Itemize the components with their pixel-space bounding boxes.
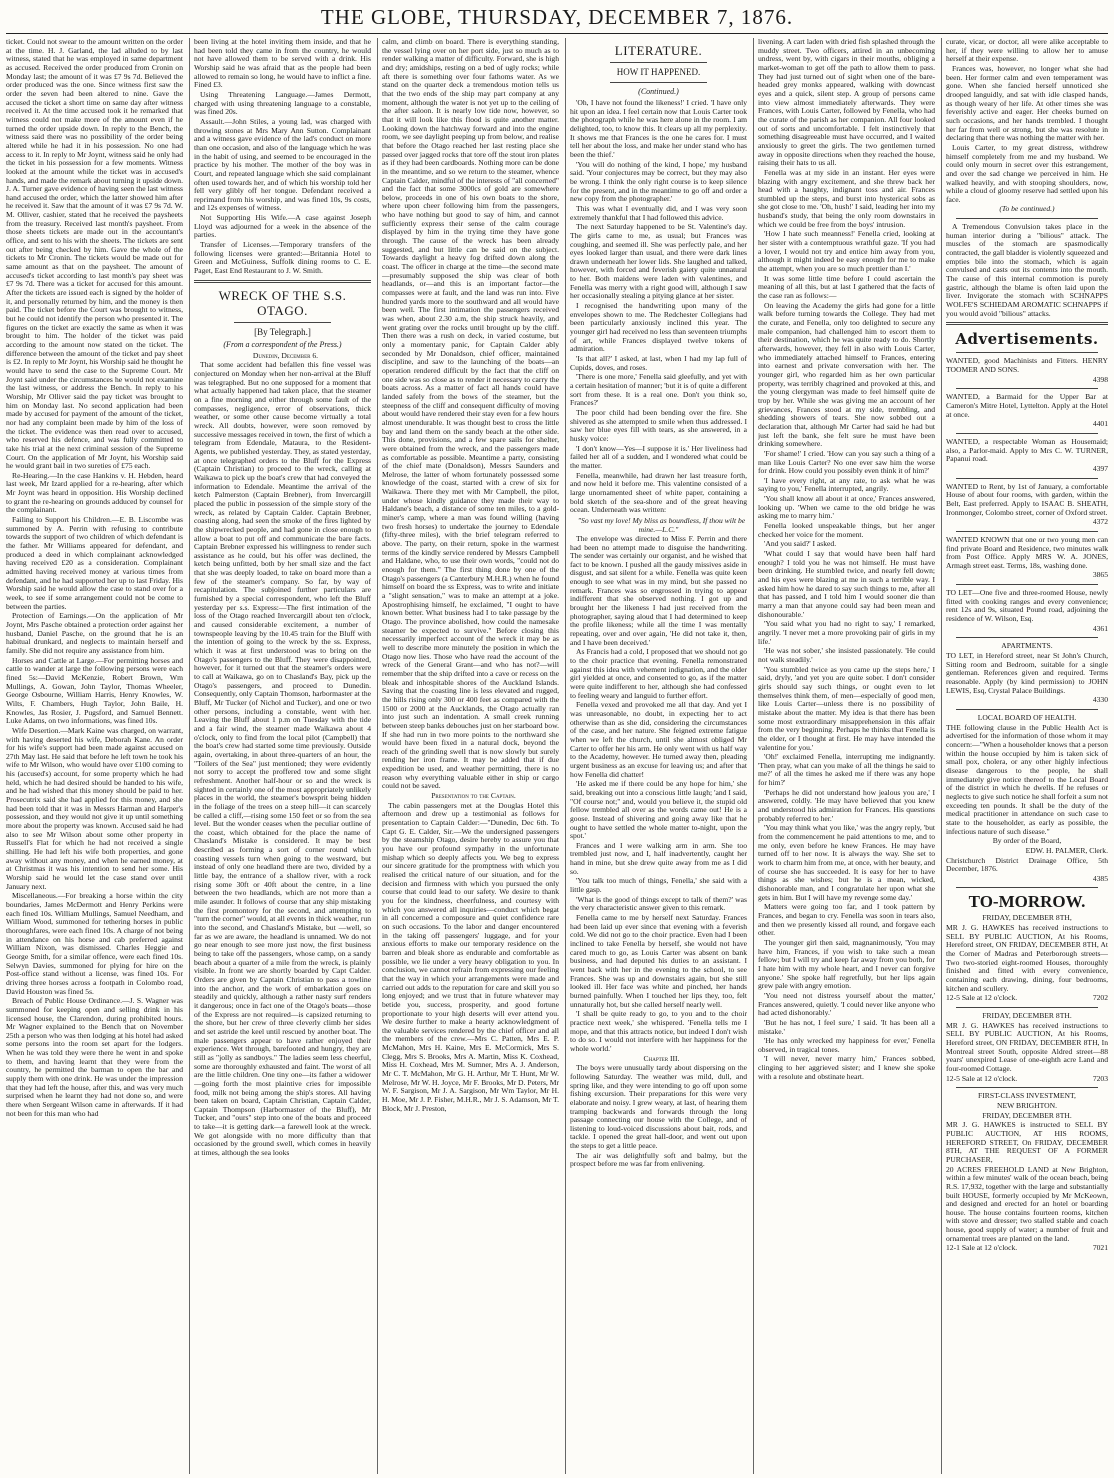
story-paragraph: 'You stumbled twice as you came up the steps here,' I said, dryly, 'and yet you are quite sober. I don't consider girls should say such things, or ought even to let themselves think them, of men—especially of good men, like Louis Carter—unless there is no possibility of mistake about the matter. My idea is that there has been some most extraordinary misapprehension in this affair from the very beginning. Perhaps he thinks that Fenella is the elder, or I thought at first. He may have intended the valentine for you.' (758, 664, 935, 752)
story-paragraph: As Francis had a cold, I proposed that we should not go to the choir practice that evening. Fenella remonstrated against this idea with vehement indignation, and the older girl yielded at once, and consented to go, as if the matter were quite indifferent to her, although she had confessed to feeling weary and languid to further effort. (570, 647, 747, 700)
classified-ad (946, 589, 1108, 633)
ad-text: WANTED, good Machinists and Fitters. HENRY TOOMER AND SONS. (946, 356, 1108, 374)
story-paragraph: 'You may think what you like,' was the angry reply, 'but from the commencement he paid attentions to me, and to me only, even before he knew Frances. He may have turned off to her now. It is always the way. She set to work to charm him from me, at once, with her beauty, and of course she has succeeded. It is easy for her to have things as she wishes; but he is a mean, wicked, dishonorable man, and I congratulate her upon what she gets in him. But I will have my revenge some day.' (758, 823, 935, 902)
article-paragraph: Assault.—John Stiles, a young lad, was charged with throwing stones at Mrs Mary Ann Sutton. Complainant and a witness gave evidence of the lad's conduct on more than one occasion, and also of the language which he was in the habit of using, and seemed to be encouraged in the practice by his mother. The mother of the boy was in Court, and repeated language which she said complainant often used towards her, and of which his worship told her fell very glibly off her tongue. Defendant received a reprimand from his worship, and was fined 10s, 9s costs, and 12s expenses of witness. (194, 116, 371, 213)
classified-ad (946, 483, 1108, 527)
ad-number: 7203 (1092, 1073, 1108, 1083)
article-paragraph: calm, and climb on board. There is everything standing, the vessel lying over on her port side, just so much as to render walking a matter of difficulty. Forward, she is high and dry; amidships, resting on a bed of ugly rocks; while aft there is something over four fathoms water. As we stand on the quarter deck a tremendous motion tells us that the two ends of the ship may part company at any moment, although the water is not yet up to the ceiling of the after saloon. It is nearly low tide now, however, so that it will look like this flood is quite another matter. Looking down the hatchway forward and into the engine room, we see daylight peeping up from below, and realise that before the Otago reached her last resting place she passed over jagged rocks that tore off the stout iron plates as if they had been cardboards. Nothing more can be done in the meantime, and so we return to the steamer, whence Captain Calder, mindful of the interests of "all concerned" and the fact that some 3000cs of gold are somewhere below, proceeds in one of his own boats to the shore, where upon cheer following him from the passengers, who have nothing but good to say of him, and cannot sufficiently express their sense of the calm courage displayed by him in the trying time they have gone through. The cause of the wreck has been already suggested, and but little can be said on the subject. Towards daylight a heavy fog drifted down along the coast. The officer in charge at the time—the second mate—presumably supposed the ship was clear of both headlands, or—and this is an important factor—the compasses were at fault, and the land was run into. Five hundred yards more to the southward and all would have been well. The first intimation the passengers received was when, about 2.30 a.m, the ship struck heavily, and went grating over the rocks until brought up by the cliff. Then there was a rush on deck, in varied costume, but only a momentary panic, for Captain Calder ably seconded by Mr Donaldson, chief officer, maintained discipline, and saw to the launching of the boats—an operation rendered difficult by the fact that the cliff on one side was so close as to render it necessary to carry the boats across. As a matter of fact all hands could have landed safely from the bows of the steamer, but the steepness of the cliff and consequent difficulty of moving about would have rendered their stay even for a few hours almost unendurable. It was thought best to cross the little bay and land them on the sandy beach at the other side. This done, provisions, and a few spare sails for shelter, were obtained from the wreck, and the passengers made as comfortable as possible. Meantime a party, consisting of the chief mate (Donaldson), Messrs Saunders and Melrose, the latter of whom fortunately possessed some knowledge of the coast, started with a crew of six for Waikawa. There they met with Mr Campbell, the pilot, under whose kindly guidance they made their way to Haldane's beach, a distance of some ten miles, to a gold-miner's camp, where a man was found willing (having two fresh horses) to undertake the journey to Edendale (fifty-three miles), with the brief telegram referred to above. The party, on their return, spoke in the warmest terms of the kindly service rendered by Messrs Campbell and Haldane, who, to use their own words, "could not do enough for them." The first thing done by one of the Otago's passengers (a Canterbury M.H.R.) when he found himself on board the ss Express, was to write and initiate a "slight sensation," was to make an attempt at a joke. Apostrophising himself, he exclaimed, "I ought to have known better. What business had I to take passage by the Otago. The province abolished, how could the namesake steamer be expected to survive." Before closing this necessarily imperfect account of the wreck it may be as well to describe more minutely the position in which the Otago now lies. Those who have read the account of the wreck of the General Grant—and who has not?—will remember that the ship drifted into a cave or recess on the bleak and inhospitable shores of the Auckland Islands. Saving that the coasting line is less elevated and rugged, the hills rising only 300 or 400 feet as compared with the 1500 or 2000 at the Aucklands, the Otago actually ran into just such an indentation. A small creek running between steep banks debouches just on her starboard bow. If she had run in two more points to the northward she would have been fixed in a natural dock, beyond the reach of the grinding swell that is now slowly but surely rending her iron frame. It may be added that if due expedition be used, and weather permitting, there is no reason why everything valuable either in ship or cargo could not be saved. (382, 38, 559, 791)
masthead: THE GLOBE, THURSDAY, DECEMBER 7, 1876. (320, 5, 794, 29)
story-paragraph: The next Saturday happened to be St. Valentine's day. The girls came to me, as usual; but Frances was coughing, and seemed ill. She was perfectly pale, and her eyes looked larger than usual, and there were dark lines drawn underneath her lower lids. She laughed and talked, however, with forced and feverish gaiety quite unnatural to her. Both maidens were laden with valentines, and Fenella was merry with a right good will, although I saw her occasionally stealing a pitying glance at her sister. (570, 222, 747, 301)
auction-sale-time (946, 994, 1108, 1003)
article-paragraph: Not Supporting His Wife.—A case against Joseph Lloyd was adjourned for a week in the absence of the parties. (194, 213, 371, 240)
ad-number: 4398 (1092, 374, 1108, 384)
article-paragraph: Breach of Public House Ordinance.—J. S. Wagner was summoned for keeping open and selling drink in his licensed house, the Clarendon, during prohibited hours. Mr Wagner explained to the Bench that on November 25th a person who was then lodging at his hotel had asked some persons into the room set apart for the lodgers. When he was told they were there he went in and spoke to them, and having learnt that they were from the country, he permitted the barman to open the bar and supply them with one drink. He was under the impression that they had left the house, after this, and was very much surprised when he learnt they had not done so, and were there when Sergeant Wilson came in afterwards. If it had not been for this man who had (6, 996, 183, 1118)
ad-rule (956, 531, 1098, 532)
story-paragraph: 'You need not distress yourself about the matter,' Frances answered, quietly. 'I could never like anyone who had acted dishonorably.' (758, 990, 935, 1018)
story-paragraph: curate, vicar, or doctor, all were alike acceptable to her, if they were willing to allow her to amuse herself at their expense. (946, 38, 1108, 64)
column-divider (941, 38, 942, 1474)
article-paragraph: The cabin passengers met at the Douglas Hotel this afternoon and drew up a testimonial as follows for presentation to Captain Calder:—"Dunedin, Dec 6th. To Capt G. E. Calder, Sir.—We the undersigned passengers by the steamship Otago, desire hereby to assure you that you have our profound sympathy in the unfortunate mishap which so deeply affects you. We beg to express our sincere gratitude for the promptness with which you realised the critical nature of our situation, and for the decision and firmness with which you pursued the only course that could lead to our safety. We desire to thank you for the kindness, cheerfulness, and courtesy with which you answered all inquiries—conduct which begat in all concerned a composure and quiet confidence rare on such occasions. To the labor and danger encountered in the taking off passengers' luggage, and for your anxious efforts to make our temporary residence on the barren and bleak shore as endurable and comfortable as possible, we lie under a very heavy obligation to you. In conclusion, we cannot refrain from expressing our feeling that the way in which your arrangements were made and carried out adds to the reputation for care and skill you so long enjoyed; and we trust that in future whatever may betide you, success, prosperity, and good fortune proportionate to your high deserts will ever attend you. We desire further to make a hearty acknowledgment of the valuable services rendered by the chief officer and all the members of the crew.—Mrs C. Patten, Mrs E. P. McMahon, Mrs H. Kaine, Mrs E. McCormick, Mrs S. Clegg, Mrs S. Brooks, Mrs A. Martin, Miss K. Coxhead, Miss H. Coxhead, Mrs M. Sumner, Mrs A. J. Anderson, Mr C. T. McMahon, Mr G. H. Arthur, Mr T. Hunt, Mr W. Melrose, Mr W. H. Joyce, Mr F. Brooks, Mr D. Peters, Mr W. F. Sargison, Mr J. A. Sargison, Mr Wm Taylor, Mr H. H. Moe, Mr J. P. Fisher, M.H.R., Mr J. S. Adamson, Mr T. Block, Mr J. Preston, (382, 800, 559, 1113)
article-paragraph: Using Threatening Language.—James Dermott, charged with using threatening language to a constable, was fined 20s. (194, 89, 371, 117)
story-paragraph: It was some little time before I could ascertain the meaning of all this, but at last I gathered that the facts of the case ran as follows:— (758, 273, 935, 301)
column-4 (570, 38, 747, 1474)
auction-date: FRIDAY, DECEMBER 8TH, (982, 913, 1072, 923)
story-paragraph: Fenella, meanwhile, had drawn her last treasure forth, and now held it before me. This valentine consisted of a large unornamented sheet of white paper, containing a bold sketch of the sea-shore and of the great heaving ocean. Underneath was written: (570, 470, 747, 515)
section-rule (956, 352, 1098, 353)
ad-text: TO LET, in Hereford street, near St John's Church, Sitting room and Bedroom, suitable for a single gentleman. References given and required. Terms reasonable. Apply (by kind permission) to JOHN LEWIS, Esq, Crystal Palace Buildings. (946, 651, 1108, 695)
classified-ad (946, 393, 1108, 429)
story-paragraph: 'How I hate such meanness!' Fenella cried, looking at her sister with a contemptuous wrathful gaze. 'If you had a lover, I would not try and entice him away from you, although it might indeed be easy enough for me to make the attempt, when you are so much prettier than I.' (758, 229, 935, 274)
story-paragraph: 'You talk too much of things, Fenella,' she said with a little gasp. (570, 876, 747, 895)
ad-number: 7021 (1092, 1243, 1108, 1253)
wreck-headline: WRECK OF THE S.S. OTAGO. (218, 287, 347, 318)
column-divider (189, 38, 190, 1474)
tomorrow-heading: TO-MORROW. (968, 892, 1086, 912)
article-paragraph: Wife Desertion.—Mark Kaine was charged, on warrant, with having deserted his wife, Deborah Kane. An order for his wife's support had been made against accused on 27th May last. He said that before he left town he took his wife to Mr Wilson, who would have over £100 coming to his (accused's) account, for some property which he had held, which he had desired should be handed to his wife, and he had wished that this money should be paid to her. Prosecutrix said she had applied for this money, and she had been told that it was in Messrs Harman and Harper's possession, and they would not give it up until something more about the property was known. Accused said he had also to see Mr Wilson about some other property in Russell's Flat for which he had not received a single shilling. He had left his wife both properties, and gone away without any money, and when he earned money, at at Christmas it was his intention to send her some. His Worship said he would let the case stand over until January next. (6, 725, 183, 891)
story-paragraph: Fenella was at my side in an instant. Her eyes were blazing with angry excitement, and she threw back her head with a haughty, indignant toss and air. Frances stumbled up the steps, and burst into hysterical sobs as she got close to me. 'Oh, hush!' I said, leading her into my husband's study, that being the only room downstairs in which we could be free from the boys' intrusion. (758, 167, 935, 229)
story-paragraph: The boys were unusually tardy about dispersing on the following Saturday. The weather was mild, dull, and spring like, and they were intending to go off upon some fishing excursion. Their preparations for this were very elaborate and noisy. I grew weary, at last, of hearing them tramping backwards and forwards through the long passage connecting our house with the College, and of listening to loud-voiced discussions about bait, rods, and tackle. I opened the great hall-door, and went out upon the steps to get a little peace. (570, 1063, 747, 1151)
board-signature: Christchurch District Drainage Office, 5th December, 1876. (946, 855, 1108, 874)
article-paragraph: Transfer of Licenses.—Temporary transfers of the following licenses were granted:—Britannia Hotel to Green and McGuiness, Suffolk dining rooms to C. E. Paget, East End Restaurant to J. W. Smith. (194, 240, 371, 276)
column-3 (382, 38, 559, 1474)
story-paragraph: I recognised the handwriting upon many of the envelopes shown to me. The Redchester Collegians had been particularly anxiously inclined this year. The younger girl had received no less than seventeen triumphs of art, while Frances displayed twelve tokens of admiration. (570, 301, 747, 354)
article-paragraph: Horses and Cattle at Large.—For permitting horses and cattle to wander at large the following persons were each fined 5s:—David McKenzie, Robert Brown, Wm Mullings, A. Gowan, John Taylor, Thomas Wheeler, George Osbourne, William Harris, Henry Knowles, W. Wilts, F. Chambers, Hugh Taylor, John Baile, H. Knowles, Jas Rosier, J. Pugsford, and Samuel Bennett. Luke Adams, on two informations, was fined 10s. (6, 655, 183, 726)
story-paragraph: On leaving the Academy the girls had gone for a little walk before turning towards the College. They had met the curate, and Fenella, only too delighted to secure any male companion, had challenged him to escort them to their destination, which he was quite ready to do. Shortly afterwards, however, they fell in also with Louis Carter, who immediately attached himself to Frances, entering into earnest and private conversation with her. The younger girl, who regarded him as her own particular property, was terribly chagrined and provoked at this, and the young clergyman was made to feel himself quite de trop by her. While she was giving me an account of her grievances, Frances stood at my side, trembling, and shedding showers of tears. She now sobbed out a declaration that, although Mr Carter had said he had but just left the bank, she felt sure he must have been drinking somewhere. (758, 300, 935, 449)
story-paragraph: 'You will do nothing of the kind, I hope,' my husband said. 'Your conjectures may be correct, but they may also be wrong. I think the only right course is to keep silence for the present, and in the meantime to go off and order a new copy from the photographer.' (570, 159, 747, 204)
story-paragraph: The air was delightfully soft and balmy, but the prospect before me was far from enlivening. (570, 1150, 747, 1169)
ad-rule (956, 584, 1098, 585)
article-paragraph: Protection of Earnings.—On the application of Mr Joynt, Mrs Pasche obtained a protection order against her husband, Daniel Pasche, on the ground that he is an habitual drunkard, and neglects to maintain herself and family. She did not require any assistance from him. (6, 611, 183, 655)
subsection-heading: Presentation to the Captain. (431, 791, 516, 801)
auction-text: MR J. G. HAWKES has received instructions to SELL BY PUBLIC AUCTION, At his Rooms, Hereford street, ON FRIDAY, DECEMBER 8TH, At the Corner of Madras and Peterborough streets—Two two-storied eight-roomed Houses, thoroughly finished and fitted with every convenience, containing each drawing, dining, four bedrooms, kitchen and scullery. (946, 923, 1108, 993)
auction-date: FRIDAY, DECEMBER 8TH. (982, 1110, 1072, 1120)
valentine-verse: "So vast my love! My bliss as boundless, If thou wilt be mine.—L.C." (577, 515, 746, 534)
story-paragraph: Fenella vexed and provoked me all that day. And yet I was unreasonable, no doubt, in expecting her to act otherwise than as she did, considering the circumstances of the case, and her nature. She feigned extreme fatigue when we left the church, until she almost obliged Mr Carter to offer her his arm. He only went with us half way to the Academy, however. He turned away then, pleading urgent business as an excuse for leaving us; and after that how Fenella did chatter! (570, 700, 747, 779)
auction-heading: FIRST-CLASS INVESTMENT, (978, 1091, 1076, 1101)
story-paragraph: 'But he has not, I feel sure,' I said. 'It has been all a mistake.' (758, 1017, 935, 1036)
auction-text: MR J. G. HAWKES has received instructions to SELL BY PUBLIC AUCTION, At his Rooms, Hereford street, ON FRIDAY, DECEMBER 8TH, In Montreal street South, opposite Aldred street—88 years' unexpired Lease of one-eighth acre Land and four-roomed Cottage. (946, 1020, 1108, 1073)
auction-date: FRIDAY, DECEMBER 8TH. (982, 1011, 1072, 1021)
ad-rule (956, 1087, 1098, 1088)
ad-text: TO LET—One five and three-roomed House, newly fitted with cooking ranges and every convenience; rent 12s and 9s, situated Pound road, adjoining the residence of W. Wilson, Esq. (946, 588, 1108, 624)
advertisements-heading: Advertisements. (955, 330, 1099, 349)
wreck-dateline: Dunedin, December 6. (252, 350, 319, 360)
story-paragraph: 'He asked me if there could be any hope for him,' she said, breaking out into a conscious little laugh; 'and I said, "Of course not;" and, would you believe it, the stupid old fellow trembled all over as the words came out! He is a goose. Instead of shivering and going away like that he ought to have settled the whole matter to-night, upon the spot.' (570, 779, 747, 841)
auction-text: 20 ACRES FREEHOLD LAND at New Brighton, within a few minutes' walk of the ocean beach, being R.S. 17,932, together with the large and substantially built HOUSE, formerly occupied by Mr McKeown, and designed and erected for an hotel or boarding house. The house contains fourteen rooms, kitchen with stove and dresser; two stalled stable and coach house, good supply of water; a number of fruit and ornamental trees are planted on the land. (946, 1164, 1108, 1243)
article-paragraph: That some accident had befallen this fine vessel was conjectured on Monday when her non-arrival at the Bluff was telegraphed. But no one supposed for a moment that what actually happened had taken place, that the steamer on a fine morning and either through some fault of the compasses, negligence, error of observations, thick weather, or some other cause become virtually a total wreck. All doubts, however, were soon removed by successive messages received in town, the first of which a telegram from Edendale, Mataura, to the Resident-Agents, we published yesterday. They, as stated yesterday, at once telegraphed orders to the Bluff for the Express (Captain Christian) to proceed to the wreck, calling at Waikawa to pick up the boat's crew that had conveyed the information to Edendale. Meantime the arrival of the ketch Palmerston (Captain Brebner), from Invercargill placed the public in possession of the simple story of the wreck, as related by Captain Calder. Captain Brebner, coasting along, had seen the smoke of the fires lighted by the shipwrecked people, and had gone in close enough to allow a boat to put off and communicate the bare facts. Captain Brebner expressed his willingness to render such assistance as he could, but his offer was declined, the ketch being unfitted, both by her small size and the fact that she was deeply loaded, to take on board more than a few of the steamer's company. So far, by way of recapitulation. The subjoined further particulars are furnished by a special correspondent, who left the Bluff yesterday per s.s. Express:—The first intimation of the loss of the Otago reached Invercargill about ten o'clock, and caused considerable excitement, a number of townspeople leaving by the 10.45 train for the Bluff with the intention of going to the wreck by the ss. Express, which it was at first understood was to bring on the Otago's passengers to the Bluff. They were disappointed, however, for it turned out that the steamer's orders were to call at Waikawa, go on to Chasland's Bay, pick up the Otago's passengers, and proceed to Dunedin. Consequently, only Captain Thomson, harbormaster at the Bluff, Mr Tucker (of Nichol and Tucker), and one or two other persons, including a constable, went with her. Leaving the Bluff about 1 p.m on Tuesday with the tide and a fair wind, the steamer made Waikawa about 4 o'clock, only to find from the local pilot (Campbell) that the boat's crew had started some time previously. Outside again, overtaking, in about three-quarters of an hour, the "Toilers of the Sea" just mentioned; they were evidently not sorry to accept the proffered tow and some slight refreshment. Another half-hour or so and the wreck is sighted in certainly one of the most appropriately unlikely places in the world, the steamer's bowsprit being hidden in the foliage of the trees on a steep hill—it can scarcely be called a cliff,—rising some 150 feet or so from the sea level. But the wonder ceases when the peculiar outline of the coast, which obtained for the place the name of Chasland's Mistake is considered. It may be best described as forming a sort of corner round which coasting vessels turn when going to the westward, but instead of only one headland there are two, divided by a little bay, the entrance of a shallow river, with a rock rising some 30ft or 40ft about the centre, in a line between the two headlands, which are not more than a mile asunder. It follows of course that any ship mistaking the first promontory for the second, and attempting to "turn the corner" would, at all events in thick weather, run into the second, and Chasland's Mistake, but —well, so far as we are aware, the headland is unnamed. We do not go near enough to see more just now, the first business being to take off the passengers, whose camp, on a sandy beach about a quarter of a mile from the wreck, is plainly visible. In front we are shortly boarded by Capt Calder. Orders are given by Captain Christian to pass a towline into the anchor, and the work of embarkation goes on steadily and quickly, although a rather nasty surf renders it dangerous; once in fact one of the Otago's boats—those of the Express are not required—is capsized returning to the shore, but her crew of three cleverly climb her sides and set astride the keel until rescued by another boat. The male passengers appear to have rather enjoyed their experience. Wet through, barefooted and hungry, they are still as "jolly as sandboys." The ladies seem less cheerful, some are thoroughly exhausted and faint. The worst of all are the little children. One tiny one—its father a widower—going forth the most plaintive cries for impossible food, milk not being among the ship's stores. All having been taken on board, Captain Christian, Captain Calder, Captain Thompson (Harbormaster of the Bluff), Mr Tucker, and "ours" step into one of the boats and proceed to take—it is getting dark—a farewell look at the wreck. We got alongside with no more difficulty than that occasioned by the ground swell, which comes in heavily at times, although the sea looks (194, 360, 371, 1158)
board-of-health-heading: LOCAL BOARD OF HEALTH. (977, 713, 1077, 722)
classified-ad (946, 536, 1108, 580)
ad-number: 7202 (1092, 993, 1108, 1003)
story-paragraph: 'I will never, never marry him,' Frances sobbed, clinging to her aggrieved sister; and I knew she spoke with a resolute and obstinate heart. (758, 1054, 935, 1081)
story-paragraph: 'I have every right, at any rate, to ask what he was saying to you,' Fenella interrupted, angrily. (758, 475, 935, 494)
story-paragraph: The poor child had been bending over the fire. She shivered as she attempted to smile when thus addressed. I saw her blue eyes fill with tears, as she answered, in a husky voice: (570, 407, 747, 443)
story-title: HOW IT HAPPENED. (616, 67, 701, 77)
story-paragraph: The younger girl then said, magnanimously, 'You may have him, Frances, if you wish to take such a mean fellow; but I will try and keep far away from you both, for I hate him with my whole heart, and I never can forgive anyone.' She spoke half regretfully, but her lips again grew pale with angry emotion. (758, 937, 935, 991)
section-rule (946, 322, 1108, 325)
auction-sale-time (946, 1075, 1108, 1084)
board-notice: THE following clause in the Public Health Act is advertised for the information of those whom it may concern:—"When a householder knows that a person within the house occupied by him is taken sick of small pox, cholera, or any other highly infectious disease dangerous to the people, he shall immediately give notice thereof to the Local Board of the district in which he dwells. If he refuses or neglects to give such notice he shall forfeit a sum not exceeding ten pounds. It shall be the duty of the medical practitioner in attendance on such case to state to the householder, as early as possible, the infectious nature of such disease." (946, 722, 1108, 836)
story-paragraph: livening. A cart laden with dried fish splashed through the muddy street. Two officers, attired in an unbecoming undress, went by, with cigars in their mouths, obliging a market-woman to get off the path to allow them to pass. They had just turned out of sight when one of the bare-headed grey monks appeared, walking with downcast eyes and a quick, silent step. A group of persons came into view almost immediately afterwards. They were Frances, with Louis Carter, followed by Fenella, who had the curate of the parish as her companion. All four looked out of sorts and uncomfortable. I felt instinctively that something disagreeable must have occurred, and I waited anxiously to greet the girls. The two gentlemen turned away in opposite directions when they reached the house, raising their hats to us all. (758, 38, 935, 168)
ad-number: 4385 (1092, 873, 1108, 883)
ad-text: WANTED, a Barmaid for the Upper Bar at Cameron's Mitre Hotel, Lyttelton. Apply at the Hotel at once. (946, 392, 1108, 419)
story-paragraph: 'You said what you had no right to say,' I remarked, angrily. 'I never met a more provoking pair of girls in my life.' (758, 619, 935, 646)
sale-time: 12-1 Sale at 12 o'clock. (946, 1243, 1018, 1253)
ad-rule (956, 709, 1098, 710)
ad-number: 3865 (1092, 570, 1108, 580)
story-paragraph: 'What is the good of things except to talk of them?' was the very characteristic answer given to this remark. (570, 894, 747, 913)
chapter-heading: Chapter III. (643, 1053, 680, 1063)
story-paragraph: This was what I eventually did, and I was very soon extremely thankful that I had followed this advice. (570, 203, 747, 222)
article-paragraph: Failing to Support his Children.—E. B. Liscombe was summoned by A. Perrin with refusing to contribute towards the support of two children of which defendant is the father. Mr Williams appeared for defendant, and produced a deed in which complainant acknowledged having received £20 as a consideration. Complainant admitted having received money at various times from defendant, and he had supported her up to last Friday. His Worship said he would allow the case to stand over for a week, to see if some arrangement could not be come to between the parties. (6, 515, 183, 611)
column-6 (946, 38, 1108, 1474)
to-be-continued: (To be continued.) (999, 204, 1055, 214)
story-paragraph: 'For shame!' I cried. 'How can you say such a thing of a man like Louis Carter? No one ever saw him the worse for drink. How could you possibly even think it of him?' (758, 448, 935, 476)
column-2 (194, 38, 371, 1474)
column-5 (758, 38, 935, 1474)
ad-rule (956, 887, 1098, 888)
article-paragraph: Miscellaneous.—For breaking a horse within the city boundaries, James McDermott and Henry Perkins were each fined 10s. William Mullings, Samuel Needham, and William Wood, summoned for tethering horses in public thoroughfares, were each fined 10s. A charge of not being in attendance on his horse and cab preferred against William Nixon, was dismissed. Charles Heggie and George Smith, for a similar offence, were each fined 10s. Selwyn Davies, summoned for plying for hire on the Post-office stand without a license, was fined 10s. For driving three horses across a footpath in Colombo road, David Houston was fined 5s. (6, 891, 183, 996)
story-paragraph: Fenella came to me by herself next Saturday. Frances had been laid up ever since that evening with a feverish cold. We did not go to the choir practice. Even had I been inclined to take Fenella by herself, she would not have cared much to go, as Louis Carter was absent on bank business, and had deputed his duties to an assistant. I went back with her in the evening to the school, to see Frances. She was up and downstairs again, but she still looked ill. Her face was white and pinched, her hands burned painfully. When I touched her lips they, too, felt unnaturally hot, but she called herself nearly well. (570, 913, 747, 1009)
ad-rule (956, 478, 1098, 479)
ad-rule (956, 1007, 1098, 1008)
story-paragraph: 'There is one more,' Fenella said gleefully, and yet with a certain hesitation of manner; 'but it is of quite a different sort from these. It is a real one. Don't you think so, Frances?' (570, 372, 747, 408)
story-paragraph: 'He was not sober,' she insisted passionately. 'He could not walk steadily.' (758, 646, 935, 664)
section-rule (610, 82, 707, 83)
wreck-byline: [By Telegraph.] (254, 326, 311, 337)
ad-rule (956, 388, 1098, 389)
ad-number: 4330 (1092, 695, 1108, 705)
auction-text: MR J. G. HAWKES is instructed to SELL BY PUBLIC AUCTION, AT HIS ROOMS, HEREFORD STREET, On FRIDAY, DECEMBER 8TH, AT THE REQUEST OF A FORMER PURCHASER, (946, 1120, 1108, 1164)
ad-number: 4397 (1092, 463, 1108, 473)
story-paragraph: Frances and I were walking arm in arm. She too trembled just now, and I, half inadvertently, caught her hand in mine, but she drew quite away from me as I did so. (570, 840, 747, 876)
ad-number: 4361 (1092, 623, 1108, 633)
story-paragraph: 'You shall know all about it at once,' Frances answered, looking up. 'When we came to the old bridge he was asking me to marry him.' (758, 494, 935, 521)
sale-time: 12-5 Sale at 12 o'clock. (946, 1073, 1018, 1083)
schnapps-notice: A Tremendous Convulsion takes place in the human interior during a "bilious" attack. The muscles of the stomach are spasmodically contracted, the gall bladder is violently squeezed and empties bile into the stomach, which is again convulsed and casts out its contents into the mouth. The cause of this internal commotion is purely gastric, although the blame is often laid upon the liver. Invigorate the stomach with SCHNAPPS WOLFE'S SCHIEDAM AROMATIC SCHNAPPS if you would avoid "bilious" attacks. (946, 222, 1108, 318)
wreck-source: (From a correspondent of the Press.) (223, 339, 342, 349)
section-rule (610, 62, 707, 63)
literature-headline: LITERATURE. (614, 43, 703, 58)
ad-text: WANTED KNOWN that one or two young men can find private Board and Residence, two minutes walk from Post Office. Apply MRS W. A. JONES, Armagh street east. Terms, 18s, washing done. (946, 534, 1108, 570)
sale-time: 12-5 Sale at 12 o'clock. (946, 993, 1018, 1003)
ad-rule (956, 637, 1098, 638)
auction-heading: NEW BRIGHTON. (996, 1100, 1058, 1110)
article-paragraph: been living at the hotel inviting them inside, and that he had been told they came in from the country, he would not have allowed them to be served with a drink. His Worship said he was afraid that as the people had been allowed to remain so long, he would have to inflict a fine. Fined £3. (194, 38, 371, 90)
story-paragraph: 'Oh, I have not found the likeness!' I cried. 'I have only hit upon an idea. I feel certain now that Louis Carter took the photograph while he was here alone in the room. I am delighted, too, to know this. It clears up all my perplexity. It shows me that Frances is the one he cares for. I must tell her about the loss, and make her under stand who has been the thief.' (570, 98, 747, 159)
ad-number: 4401 (1092, 419, 1108, 429)
board-signature: By order of the Board, (992, 836, 1062, 846)
story-paragraph: 'Is that all?' I asked, at last, when I had my lap full of Cupids, doves, and roses. (570, 354, 747, 372)
column-divider (565, 38, 566, 1474)
story-continued: (Continued.) (638, 87, 679, 96)
section-rule (234, 322, 331, 323)
column-divider (377, 38, 378, 1474)
story-paragraph: Matters were going too far, and I took pattern by Frances, and began to cry. Fenella was soon in tears also, and then we presently kissed all round, and forgave each other. (758, 902, 935, 938)
column-1 (6, 38, 183, 1474)
ad-rule (956, 433, 1098, 434)
classified-ad (946, 357, 1108, 384)
story-paragraph: 'And you said?' I asked. (764, 539, 837, 549)
auction-sale-time (946, 1244, 1108, 1253)
story-paragraph: The envelope was directed to Miss F. Perrin and there had been no attempt made to disguise the handwriting. The sender was certainly our organist, and he wished that fact to be known. I pushed all the gaudy missives aside in disgust, and sat silent for a while. Fenella was quite keen enough to see what was in my mind, but she passed no remark. Frances was so engrossed in trying to appear indifferent that she observed nothing. I got up and brought her the likeness I had just received from the photographer, saying aloud that I had determined to keep the profile likeness; while all the time I was mentally repeating, over and over again, 'He did not take it, then, and I have been deceived.' (570, 533, 747, 647)
ad-text: WANTED, a respectable Woman as Housemaid; also, a Parlor-maid. Apply to Mrs C. W. TURNER, Papanui road. (946, 436, 1108, 464)
column-divider (753, 38, 754, 1474)
story-paragraph: Louis Carter, to my great distress, withdrew himself completely from me and my husband. We could only mourn in secret over this estrangement, and over the sad change we perceived in him. He walked heavily, and with stooping shoulders, now, while a cloud of gloomy reserve had settled upon his face. (946, 142, 1108, 204)
apartments-heading: APARTMENTS. (1001, 641, 1053, 651)
board-signature: EDW. H. PALMER, Clerk. (1025, 845, 1108, 855)
classified-ad (946, 438, 1108, 474)
article-paragraph: ticket. Could not swear to the amount written on the order at the time. H. J. Garland, the lad alluded to by last witness, stated that he was employed in same department as accused. Received the order produced from Cronin on Monday last; the amount of it was £7 9s 7d. Believed the order produced was the one. Since witness first saw the order the seven had been altered to nine. Gave the accused the ticket a short time on same day after witness received it. At the time accused took it he remarked that witness could not make more of the amount even if he turned the order upside down. In reply to the Bench, the witness said there was no possibility of the order being altered while he had it in his possession. No one had access to it. In reply to Mr Joynt, witness said he only had the ticket in his possession for a few moments. Witness looked at the amount while the ticket was in accused's hands, and made the remark about turning it upside down. J. A. Turner gave evidence of having seen the last witness hand accused the order, which the latter showed him after he received it. Saw that the amount of it was £7 9s 7d. W. M. Olliver, cashier, stated that he received the paysheets from the treasury. Received last month's paysheet. From those sheets tickets are made out in the accountant's office, and sent to his with the sheets. The tickets are sent out after being checked by him. Gave the whole of the tickets to Mr Cronin. The tickets would be made out for same amount as that on the paysheet. The amount of accused's ticket according to last month's pay sheet was £7 9s 7d. There was a ticket for accused for this amount. After the tickets are issued each is signed by the holder of it, and personally returned by him, and the money is then paid. The ticket before the Court was brought to witness, but he could not identify the person who presented it. The figures on the ticket are exactly the same as when it was brought to him. The holder of the ticket was paid according to the amount now stated on the ticket. The difference between the amount of the ticket and pay sheet is £2. In reply to Mr Joynt, his Worship said he thought he would have to send the case to the Supreme Court. Mr Joynt said under the circumstances he would not examine the last witness, or address the Bench. In reply to his Worship, Mr Olliver said the pay ticket was brought to him on Monday last. No second application had been made by accused for payment of the amount of the ticket, nor had any complaint been made by him of the loss of the ticket. The evidence was then read over to accused, who reserved his defence, and was fully committed to take his trial at the next criminal session of the Supreme Court. On the application of Mr Joynt, his Worship said he would grant bail in two sureties of £75 each. (6, 38, 183, 471)
ad-text: WANTED to Rent, by 1st of January, a comfortable House of about four rooms, with garden, within the Belt, East preferred. Apply to ISAAC B. SHEATH, Ironmonger, Colombo street, corner of Oxford street. (946, 481, 1108, 517)
story-paragraph: 'Oh!' exclaimed Fenella, interrupting me indignantly. 'Then pray, what can you make of all the things he said to me?' of all the times he asked me if there was any hope for him?' (758, 752, 935, 788)
story-paragraph: Frances was, however, no longer what she had been. Her former calm and even temperament was gone. When she fancied herself unnoticed she drooped languidly, and sat with idle clasped hands, as though weary of her life. At other times she was feverishly active and eager. Her cheeks burned on such occasions, and her hands trembled. I thought her far from well or strong, but she was resolute in declaring that there was nothing the matter with her. (946, 63, 1108, 143)
story-paragraph: 'Perhaps he did not understand how jealous you are,' I answered, coldly. 'He may have believed that you knew and understood his admiration for Frances. His questions probably referred to her.' (758, 787, 935, 823)
section-rule (194, 280, 371, 283)
story-paragraph: Fenella looked unspeakable things, but her anger checked her voice for the moment. (758, 521, 935, 539)
story-paragraph: 'What could I say that would have been half hard enough? I told you he was not himself. He must have been drinking. He stumbled twice, and nearly fell down; and his eyes were blazing at me in such a terrible way. I asked him how he dared to say such things to me, after all that has passed, and I told him I would sooner die than marry a man that anyone could say had been mean and dishonourable.' (758, 549, 935, 619)
ad-number: 4372 (1092, 517, 1108, 527)
article-paragraph: Re-Hearing.—In the case Hankins v. H. Hebden, heard last week, Mr Izard applied for a re-hearing, after which Mr Joynt was heard in opposition. His Worship declined to grant the re-hearing on grounds adduced by counsel for the complainant. (6, 470, 183, 515)
story-paragraph: 'I don't know—Yes—I suppose it is.' Her liveliness had failed her all of a sudden, and I wondered what could be the matter. (570, 443, 747, 470)
story-paragraph: 'I shall be quite ready to go, to you and to the choir practice next week,' she whispered. 'Fenella tells me I mope, and that this attracts notice, but indeed I don't wish to do so. I would not interfere with her happiness for the whole world.' (570, 1009, 747, 1053)
story-paragraph: 'He has only wrecked my happiness for ever,' Fenella observed, in tragical tones. (758, 1036, 935, 1054)
masthead-rule (6, 33, 1108, 34)
section-rule (956, 218, 1098, 219)
